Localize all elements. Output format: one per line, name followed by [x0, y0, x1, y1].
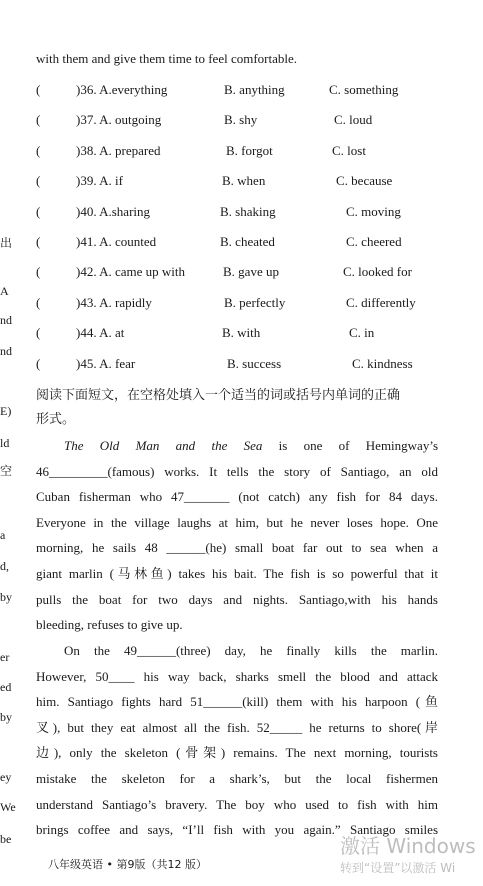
- passage-line: On the 49______(three) day, he finally kills the marlin.: [64, 643, 438, 658]
- answer-paren: (: [36, 143, 41, 158]
- margin-fragment: by: [0, 590, 12, 604]
- option-b: B. perfectly: [224, 295, 286, 310]
- option-a: )42. A. came up with: [76, 264, 186, 279]
- question-row: [36, 143, 466, 159]
- instruction-line: 阅读下面短文，在空格处填入一个适当的词或括号内单词的正确: [36, 388, 401, 403]
- passage-line: brings coffee and says, “I’ll fish with you again.” Santiago smiles: [36, 822, 438, 838]
- margin-fragment: a: [0, 528, 6, 542]
- option-b: B. shaking: [220, 204, 276, 219]
- margin-fragment: E): [0, 404, 12, 418]
- option-b: B. with: [222, 325, 261, 340]
- answer-paren: (: [36, 112, 41, 127]
- passage-line: Everyone in the village laughs at him, but he never loses hope. One: [36, 514, 438, 530]
- margin-fragment: nd: [0, 313, 12, 327]
- passage-line: giant marlin (马林鱼) takes his bait. The fish is so powerful that it: [36, 565, 438, 581]
- answer-paren: (: [36, 173, 41, 188]
- option-a: )43. A. rapidly: [76, 295, 152, 310]
- option-c: C. in: [349, 325, 375, 340]
- margin-fragment: d,: [0, 559, 9, 573]
- answer-paren: (: [36, 264, 41, 279]
- margin-fragment: 出: [0, 236, 13, 250]
- passage-line: 叉), but they eat almost all the fish. 52_____ he returns to shore(岸: [36, 719, 438, 735]
- passage-line: morning, he sails 48 ______(he) small boat far out to sea when a: [36, 540, 438, 556]
- question-row: [36, 173, 466, 189]
- answer-paren: (: [36, 356, 41, 371]
- passage-line: him. Santiago fights hard 51______(kill) them with his harpoon (鱼: [36, 694, 438, 710]
- option-c: C. because: [336, 173, 393, 188]
- answer-paren: (: [36, 325, 41, 340]
- option-a: )36. A.everything: [76, 82, 168, 97]
- margin-fragment: ld: [0, 436, 10, 450]
- question-row: [36, 82, 466, 98]
- windows-activation-watermark-title: 激活 Windows: [340, 834, 476, 858]
- option-c: C. differently: [346, 295, 416, 310]
- option-b: B. anything: [224, 82, 285, 97]
- passage-paragraph-1: [36, 433, 438, 638]
- option-a: )40. A.sharing: [76, 204, 151, 219]
- question-row: [36, 112, 466, 128]
- answer-paren: (: [36, 204, 41, 219]
- option-c: C. cheered: [346, 234, 402, 249]
- question-row: [36, 356, 466, 372]
- option-c: C. loud: [334, 112, 373, 127]
- book-title: The Old Man and the Sea: [64, 438, 263, 453]
- passage-end-line: with them and give them time to feel comfortable.: [36, 51, 298, 66]
- answer-paren: (: [36, 234, 41, 249]
- question-row: [36, 295, 466, 311]
- windows-activation-watermark-hint: 转到“设置”以激活 Wi: [340, 861, 456, 875]
- section-instruction: [36, 384, 438, 432]
- option-c: C. something: [329, 82, 399, 97]
- margin-fragment: A: [0, 284, 9, 298]
- option-b: B. gave up: [223, 264, 279, 279]
- page-footer: 八年级英语 • 第9版（共12 版）: [48, 858, 207, 871]
- margin-fragment: ey: [0, 770, 12, 784]
- option-a: )37. A. outgoing: [76, 112, 162, 127]
- option-b: B. forgot: [226, 143, 273, 158]
- margin-fragment: nd: [0, 344, 12, 358]
- question-row: [36, 234, 466, 250]
- instruction-line: 形式。: [36, 412, 76, 427]
- option-a: )39. A. if: [76, 173, 123, 188]
- margin-fragment: be: [0, 832, 12, 846]
- left-page-margin-fragments: [0, 0, 14, 886]
- passage-paragraph-2: [36, 638, 438, 843]
- option-a: )41. A. counted: [76, 234, 157, 249]
- question-row: [36, 204, 466, 220]
- option-a: )38. A. prepared: [76, 143, 161, 158]
- margin-fragment: 空: [0, 464, 13, 478]
- passage-line: mistake the skeleton for a shark’s, but the local fishermen: [36, 770, 438, 786]
- margin-fragment: ed: [0, 680, 12, 694]
- option-b: B. shy: [224, 112, 258, 127]
- option-b: B. when: [222, 173, 266, 188]
- option-c: C. looked for: [343, 264, 412, 279]
- option-c: C. moving: [346, 204, 401, 219]
- margin-fragment: by: [0, 710, 12, 724]
- passage-line: 46_________(famous) works. It tells the story of Santiago, an old: [36, 463, 438, 479]
- passage-line: pulls the boat for two days and nights. Santiago,with his hands: [36, 591, 438, 607]
- passage-line: bleeding, refuses to give up.: [36, 617, 183, 633]
- margin-fragment: er: [0, 650, 10, 664]
- question-row: [36, 325, 466, 341]
- option-b: B. success: [227, 356, 282, 371]
- option-c: C. kindness: [352, 356, 413, 371]
- passage-line: 边), only the skeleton (骨架) remains. The next morning, tourists: [36, 745, 438, 761]
- passage-line: understand Santiago’s bravery. The boy who used to fish with him: [36, 796, 438, 812]
- option-a: )44. A. at: [76, 325, 125, 340]
- passage-line: Cuban fisherman who 47_______ (not catch) any fish for 84 days.: [36, 489, 438, 505]
- margin-fragment: We: [0, 800, 16, 814]
- answer-paren: (: [36, 82, 41, 97]
- question-row: [36, 264, 466, 280]
- answer-paren: (: [36, 295, 41, 310]
- option-a: )45. A. fear: [76, 356, 136, 371]
- passage-line: The Old Man and the Sea is one of Hemingway’s: [64, 438, 438, 453]
- option-c: C. lost: [332, 143, 366, 158]
- passage-line: However, 50____ his way back, sharks smell the blood and attack: [36, 668, 438, 684]
- option-b: B. cheated: [220, 234, 275, 249]
